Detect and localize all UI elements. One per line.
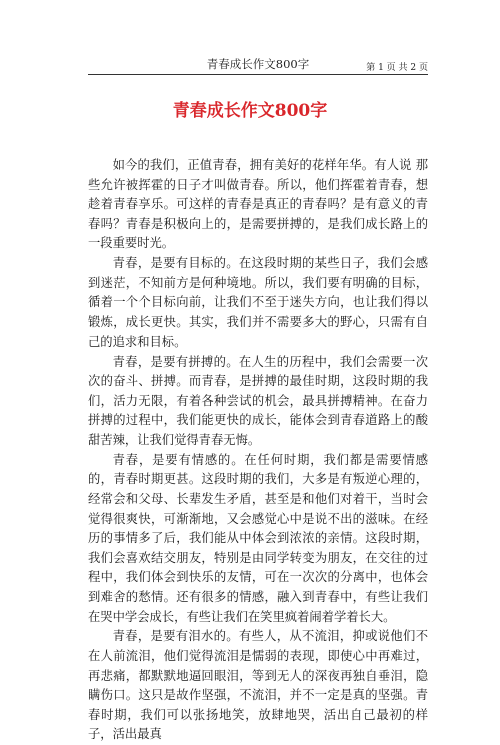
paragraph-tears: 青春，是要有泪水的。有些人，从不流泪，抑或说他们不在人前流泪，他们觉得流泪是懦弱的表现，即使心中再难过，再悲痛，都默默地逼回眼泪，等到无人的深夜再独自垂泪，隐瞒伤口。这只是故作坚强，不流泪，并不一定是真的坚强。青春时期，我们可以张扬地笑，放肆地哭，活出自己最初的样子，活出最真 [88,629,428,742]
paragraph-emotions: 青春，是要有情感的。在任何时期，我们都是需要情感的，青春时期更甚。这段时期的我们，大多是有叛逆心理的，经常会和父母、长辈发生矛盾，甚至是和他们对着干，当时会觉得很爽快，可渐渐地，又会感觉心中是说不出的滋味。在经历的事情多了后，我们能从中体会到浓浓的亲情。这段时期，我们会喜欢结交朋友，特别是由同学转变为朋友，在交往的过程中，我们体会到快乐的友情，可在一次次的分离中，也体会到难舍的愁情。还有很多的情感，融入到青春中，有些让我们在哭中学会成长，有些让我们在笑里疯着闹着学着长大。 [88,452,428,624]
document-title: 青春成长作文800字 [172,101,328,121]
paragraph-striving: 青春，是要有拼搏的。在人生的历程中，我们会需要一次次的奋斗、拼搏。而青春，是拼搏的最佳时期，这段时期的我们，活力无限，有着各种尝试的机会，最具拼搏精神。在奋力拼搏的过程中，我们能更快的成长，能体会到青春道路上的酸甜苦辣，让我们觉得青春无悔。 [88,354,428,447]
document-body [88,156,428,745]
paragraph-intro: 如今的我们，正值青春，拥有美好的花样年华。有人说 那些允许被挥霍的日子才叫做青春。所以，他们挥霍着青春，想趁着青春享乐。可这样的青春是真正的青春吗？是有意义的青春吗？青春是积极向上的，是需要拼搏的，是我们成长路上的一段重要时光。 [88,158,428,251]
paragraph-goals: 青春，是要有目标的。在这段时期的某些日子，我们会感到迷茫，不知前方是何种境地。所以，我们要有明确的目标，循着一个个目标向前，让我们不至于迷失方向，也让我们得以锻炼，成长更快。其实，我们并不需要多大的野心，只需有自己的追求和目标。 [88,256,428,349]
header-title: 青春成长作文800字 [206,57,310,71]
page-number-indicator: 第 1 页 共 2 页 [366,63,428,73]
page-header [88,52,428,75]
